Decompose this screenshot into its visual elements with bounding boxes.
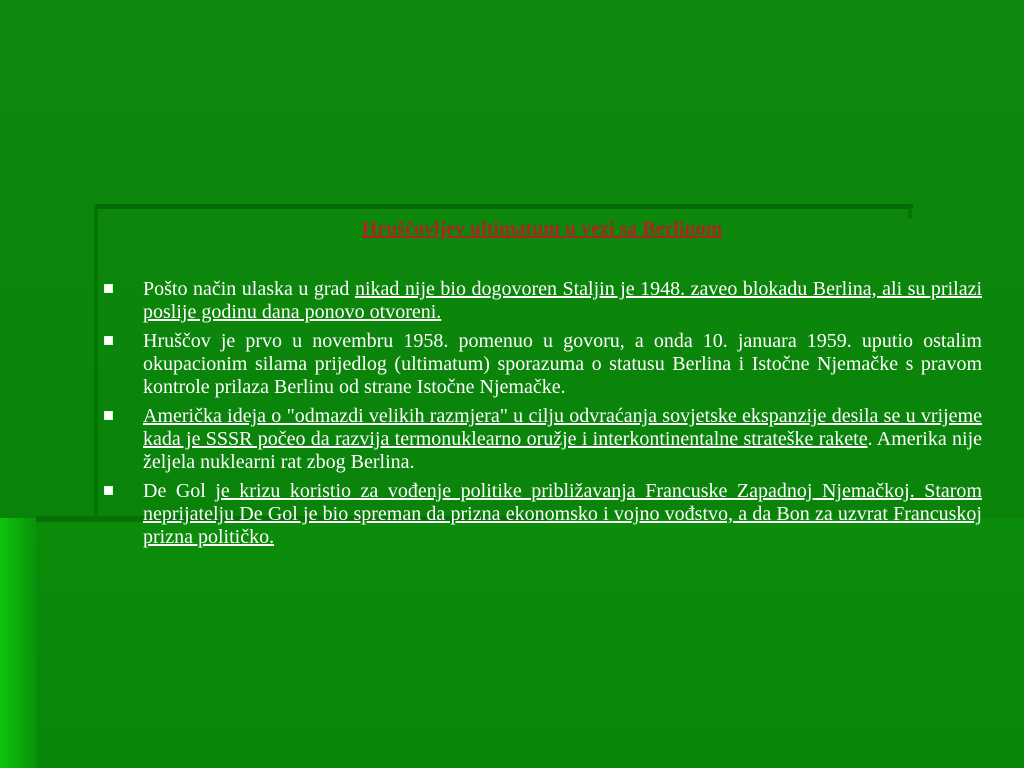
bullet-text-underlined: Američka ideja o "odmazdi velikih razmjera" u cilju odvraćanja sovjetske ekspanzije desila se u vrijeme kada je SSSR počeo da razvija termonuklearno oružje i interkontinentalne strateške rakete bbox=[143, 405, 982, 450]
bullet-list bbox=[104, 278, 982, 555]
bullet-item bbox=[104, 330, 982, 399]
decorative-panel-lower bbox=[36, 518, 1024, 768]
decorative-panel-left bbox=[0, 518, 36, 768]
bullet-item bbox=[104, 278, 982, 324]
slide-title: Hruščovljev ultimatum u vezi sa Berlinom bbox=[361, 218, 723, 240]
square-bullet-icon bbox=[104, 278, 118, 301]
bullet-text: . Amerika nije željela nuklearni rat zbog Berlina. bbox=[143, 428, 983, 473]
bullet-text: Hruščov je prvo u novembru 1958. pomenuo u govoru, a onda 10. januara 1959. uputio ostalim okupacionim silama prijedlog (ultimatum) sporazuma o statusu Berlina i Istočne Njemačke s pravom kontrole prilaza Berlinu od strane Istočne Njemačke. bbox=[143, 330, 982, 398]
square-bullet-icon bbox=[104, 405, 118, 428]
bullet-text-underlined: nikad nije bio dogovoren Staljin je 1948. zaveo blokadu Berlina, ali su prilazi poslije godinu dana ponovo otvoreni. bbox=[143, 278, 983, 323]
square-bullet-icon bbox=[104, 330, 118, 353]
bullet-text-underlined: je krizu koristio za vođenje politike približavanja Francuske Zapadnoj Njemačkoj. Starom neprijatelju De Gol je bio spreman da prizna ekonomsko i vojno vođstvo, a da Bon za uzvrat Francuskoj prizna političko. bbox=[143, 480, 982, 548]
bullet-item bbox=[104, 480, 982, 549]
bullet-text: Pošto način ulaska u grad bbox=[143, 278, 355, 300]
decorative-top-bar bbox=[96, 204, 913, 209]
bullet-text: De Gol bbox=[143, 480, 216, 502]
square-bullet-icon bbox=[104, 480, 118, 503]
decorative-panel-edge bbox=[94, 205, 98, 518]
bullet-item bbox=[104, 405, 982, 474]
